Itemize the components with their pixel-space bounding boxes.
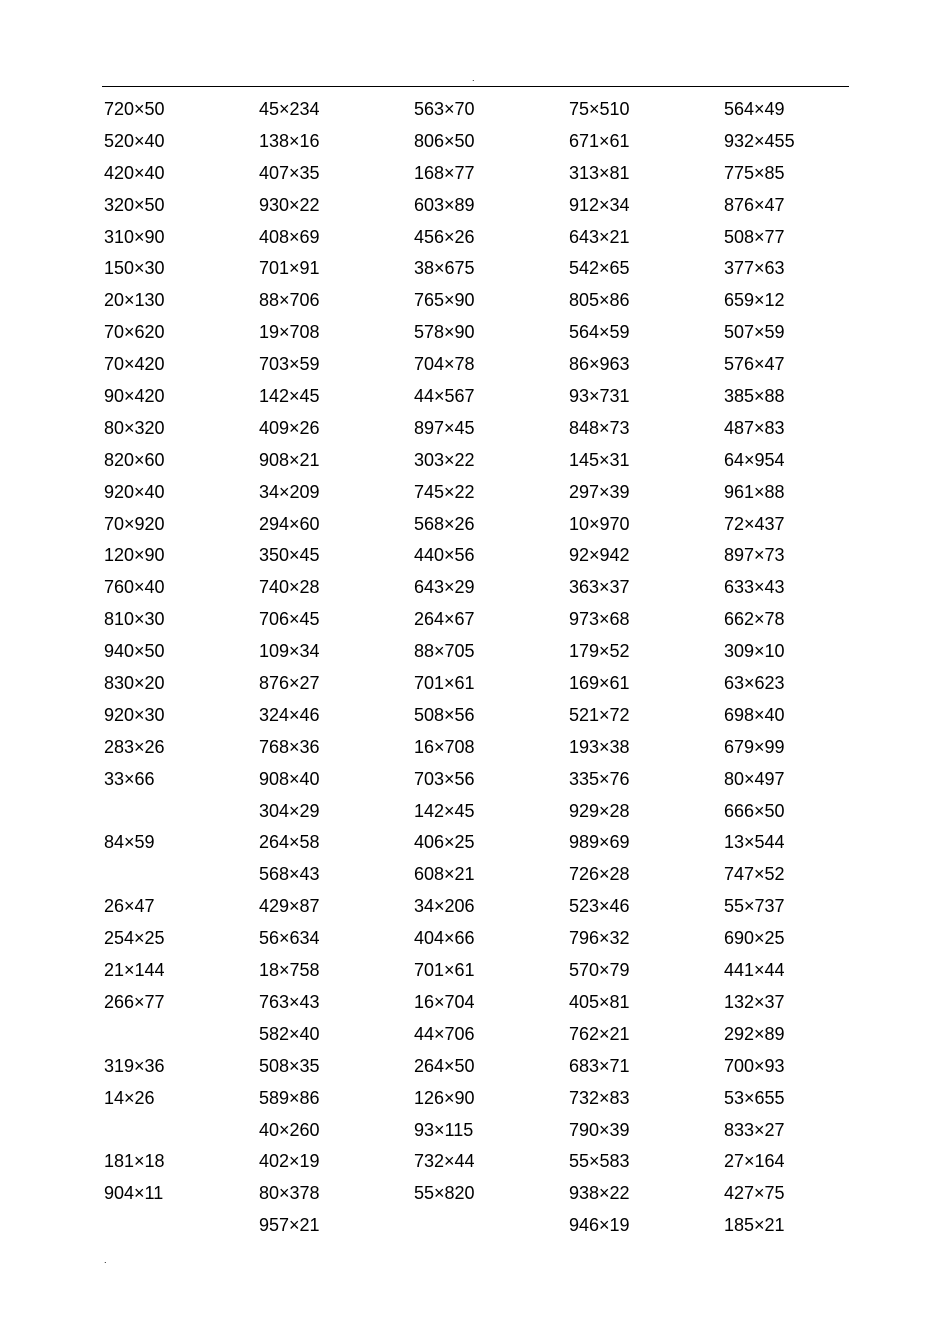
problem-cell: 508×35 [259,1055,320,1076]
problem-cell: 109×34 [259,641,320,662]
problem-cell: 589×86 [259,1087,320,1108]
problem-cell: 740×28 [259,577,320,598]
problem-cell: 768×36 [259,736,320,757]
problem-cell: 93×731 [569,386,630,407]
problem-cell: 26×47 [104,896,155,917]
problem-cell: 732×83 [569,1087,630,1108]
problem-cell: 33×66 [104,768,155,789]
problem-cell: 608×21 [414,864,475,885]
problem-cell: 63×623 [724,673,785,694]
problem-cell: 19×708 [259,322,320,343]
problem-cell: 283×26 [104,736,165,757]
problem-cell: 508×56 [414,704,475,725]
problem-cell: 264×67 [414,609,475,630]
problem-cell: 564×49 [724,99,785,119]
problem-cell: 70×920 [104,513,165,534]
problem-cell: 80×320 [104,417,165,438]
problem-cell: 93×115 [414,1119,474,1140]
problem-cell: 820×60 [104,449,165,470]
problem-cell: 80×497 [724,768,785,789]
problem-cell: 940×50 [104,641,165,662]
problem-cell: 324×46 [259,704,320,725]
problem-cell: 703×56 [414,768,475,789]
problem-cell: 142×45 [414,800,475,821]
problem-cell [104,1115,259,1147]
problem-cell: 309×10 [724,641,785,662]
problem-cell: 930×22 [259,194,320,215]
problem-cell: 313×81 [569,162,630,183]
problem-cell: 70×620 [104,322,165,343]
problem-cell: 760×40 [104,577,165,598]
problem-cell: 72×437 [724,513,785,534]
problem-cell: 427×75 [724,1183,785,1204]
problem-cell: 603×89 [414,194,475,215]
problem-cell: 363×37 [569,577,630,598]
problem-cell: 897×73 [724,545,785,566]
problem-cell: 576×47 [724,354,785,375]
problem-cell: 40×260 [259,1119,320,1140]
problem-cell: 126×90 [414,1087,475,1108]
problem-grid [104,94,879,1242]
problem-cell: 44×567 [414,386,475,407]
problem-cell: 683×71 [569,1055,630,1076]
problem-cell: 27×164 [724,1151,785,1172]
problem-cell: 698×40 [724,704,785,725]
problem-cell: 564×59 [569,322,630,343]
problem-cell: 320×50 [104,194,165,215]
problem-cell: 20×130 [104,290,165,311]
problem-cell: 264×50 [414,1055,475,1076]
problem-cell: 666×50 [724,800,785,821]
problem-cell: 726×28 [569,864,630,885]
problem-cell: 55×583 [569,1151,630,1172]
problem-cell: 377×63 [724,258,785,279]
problem-cell: 405×81 [569,991,630,1012]
problem-cell: 701×61 [414,960,475,981]
problem-cell: 44×706 [414,1023,475,1044]
problem-cell: 643×21 [569,226,630,247]
problem-cell: 168×77 [414,162,475,183]
problem-cell: 946×19 [569,1215,630,1236]
problem-cell: 989×69 [569,832,630,853]
problem-cell: 45×234 [259,99,320,119]
problem-cell: 440×56 [414,545,475,566]
header-mark: . [472,73,475,83]
problem-cell: 745×22 [414,481,475,502]
problem-cell: 402×19 [259,1151,320,1172]
problem-cell: 319×36 [104,1055,165,1076]
problem-cell: 790×39 [569,1119,630,1140]
problem-cell: 56×634 [259,928,320,949]
problem-cell: 350×45 [259,545,320,566]
problem-cell: 633×43 [724,577,785,598]
problem-cell: 16×704 [414,991,475,1012]
problem-cell: 303×22 [414,449,475,470]
problem-cell: 833×27 [724,1119,785,1140]
problem-cell: 929×28 [569,800,630,821]
header-rule [102,86,849,87]
problem-cell: 568×26 [414,513,475,534]
problem-cell: 304×29 [259,800,320,821]
problem-cell: 145×31 [569,449,630,470]
problem-column-5 [724,94,879,1242]
problem-column-3 [414,94,569,1242]
problem-cell: 920×40 [104,481,165,502]
problem-cell: 542×65 [569,258,630,279]
problem-cell: 142×45 [259,386,320,407]
problem-cell: 88×706 [259,290,320,311]
problem-cell: 34×209 [259,481,320,502]
problem-cell: 507×59 [724,322,785,343]
problem-column-4 [569,94,724,1242]
problem-cell: 578×90 [414,322,475,343]
problem-cell [414,1210,569,1242]
problem-cell: 456×26 [414,226,475,247]
problem-cell: 266×77 [104,991,165,1012]
problem-cell: 568×43 [259,864,320,885]
problem-cell: 310×90 [104,226,165,247]
problem-cell: 55×820 [414,1183,475,1204]
problem-cell: 150×30 [104,258,165,279]
problem-cell: 848×73 [569,417,630,438]
problem-cell: 441×44 [724,960,785,981]
problem-cell: 732×44 [414,1151,475,1172]
problem-cell: 138×16 [259,130,320,151]
problem-cell: 10×970 [569,513,630,534]
problem-cell: 64×954 [724,449,785,470]
problem-cell: 84×59 [104,832,155,853]
problem-cell: 80×378 [259,1183,320,1204]
problem-cell: 21×144 [104,960,165,981]
problem-cell: 420×40 [104,162,165,183]
problem-cell: 92×942 [569,545,630,566]
problem-cell: 264×58 [259,832,320,853]
problem-cell: 763×43 [259,991,320,1012]
problem-cell: 13×544 [724,832,785,853]
problem-cell: 904×11 [104,1183,164,1204]
problem-cell: 912×34 [569,194,630,215]
problem-cell: 957×21 [259,1215,320,1236]
problem-column-2 [259,94,414,1242]
problem-cell [104,1019,259,1051]
problem-cell: 961×88 [724,481,785,502]
problem-cell: 747×52 [724,864,785,885]
problem-cell: 14×26 [104,1087,155,1108]
problem-cell: 643×29 [414,577,475,598]
problem-cell: 90×420 [104,386,165,407]
problem-cell [104,796,259,828]
problem-cell: 88×705 [414,641,475,662]
problem-cell: 523×46 [569,896,630,917]
problem-cell: 876×27 [259,673,320,694]
problem-cell: 704×78 [414,354,475,375]
problem-cell: 897×45 [414,417,475,438]
problem-cell: 703×59 [259,354,320,375]
problem-cell: 53×655 [724,1087,785,1108]
problem-cell: 408×69 [259,226,320,247]
problem-cell: 920×30 [104,704,165,725]
problem-cell: 706×45 [259,609,320,630]
problem-cell: 407×35 [259,162,320,183]
problem-cell: 335×76 [569,768,630,789]
problem-cell: 720×50 [104,99,165,119]
problem-cell: 294×60 [259,513,320,534]
problem-cell: 193×38 [569,736,630,757]
problem-cell: 796×32 [569,928,630,949]
problem-cell: 70×420 [104,354,165,375]
problem-cell: 75×510 [569,99,630,119]
problem-cell: 700×93 [724,1055,785,1076]
problem-cell: 297×39 [569,481,630,502]
problem-cell: 292×89 [724,1023,785,1044]
problem-cell: 679×99 [724,736,785,757]
problem-cell: 520×40 [104,130,165,151]
problem-cell: 409×26 [259,417,320,438]
problem-cell: 521×72 [569,704,630,725]
problem-cell: 775×85 [724,162,785,183]
problem-cell: 938×22 [569,1183,630,1204]
problem-cell: 16×708 [414,736,475,757]
problem-cell: 973×68 [569,609,630,630]
problem-cell: 254×25 [104,928,165,949]
problem-cell: 86×963 [569,354,630,375]
problem-cell: 762×21 [569,1023,630,1044]
problem-cell: 406×25 [414,832,475,853]
problem-cell: 385×88 [724,386,785,407]
problem-cell: 765×90 [414,290,475,311]
problem-cell: 908×21 [259,449,320,470]
problem-cell: 487×83 [724,417,785,438]
problem-cell: 701×91 [259,258,320,279]
problem-cell: 671×61 [569,130,630,151]
problem-cell: 876×47 [724,194,785,215]
problem-cell: 181×18 [104,1151,165,1172]
problem-cell [104,859,259,891]
problem-cell: 169×61 [569,673,630,694]
problem-cell: 582×40 [259,1023,320,1044]
problem-cell: 34×206 [414,896,475,917]
problem-cell: 563×70 [414,99,475,119]
problem-cell: 404×66 [414,928,475,949]
problem-cell: 830×20 [104,673,165,694]
problem-cell [104,1210,259,1242]
problem-cell: 55×737 [724,896,785,917]
problem-cell: 120×90 [104,545,165,566]
problem-cell: 662×78 [724,609,785,630]
problem-cell: 659×12 [724,290,785,311]
problem-cell: 908×40 [259,768,320,789]
problem-cell: 690×25 [724,928,785,949]
problem-cell: 570×79 [569,960,630,981]
problem-cell: 185×21 [724,1215,785,1236]
problem-cell: 701×61 [414,673,475,694]
problem-cell: 508×77 [724,226,785,247]
footer-mark: . [104,1255,107,1265]
problem-cell: 806×50 [414,130,475,151]
problem-cell: 179×52 [569,641,630,662]
problem-cell: 38×675 [414,258,475,279]
problem-column-1 [104,94,259,1242]
problem-cell: 805×86 [569,290,630,311]
problem-cell: 932×455 [724,130,795,151]
problem-cell: 132×37 [724,991,785,1012]
problem-cell: 18×758 [259,960,320,981]
problem-cell: 810×30 [104,609,165,630]
problem-cell: 429×87 [259,896,320,917]
